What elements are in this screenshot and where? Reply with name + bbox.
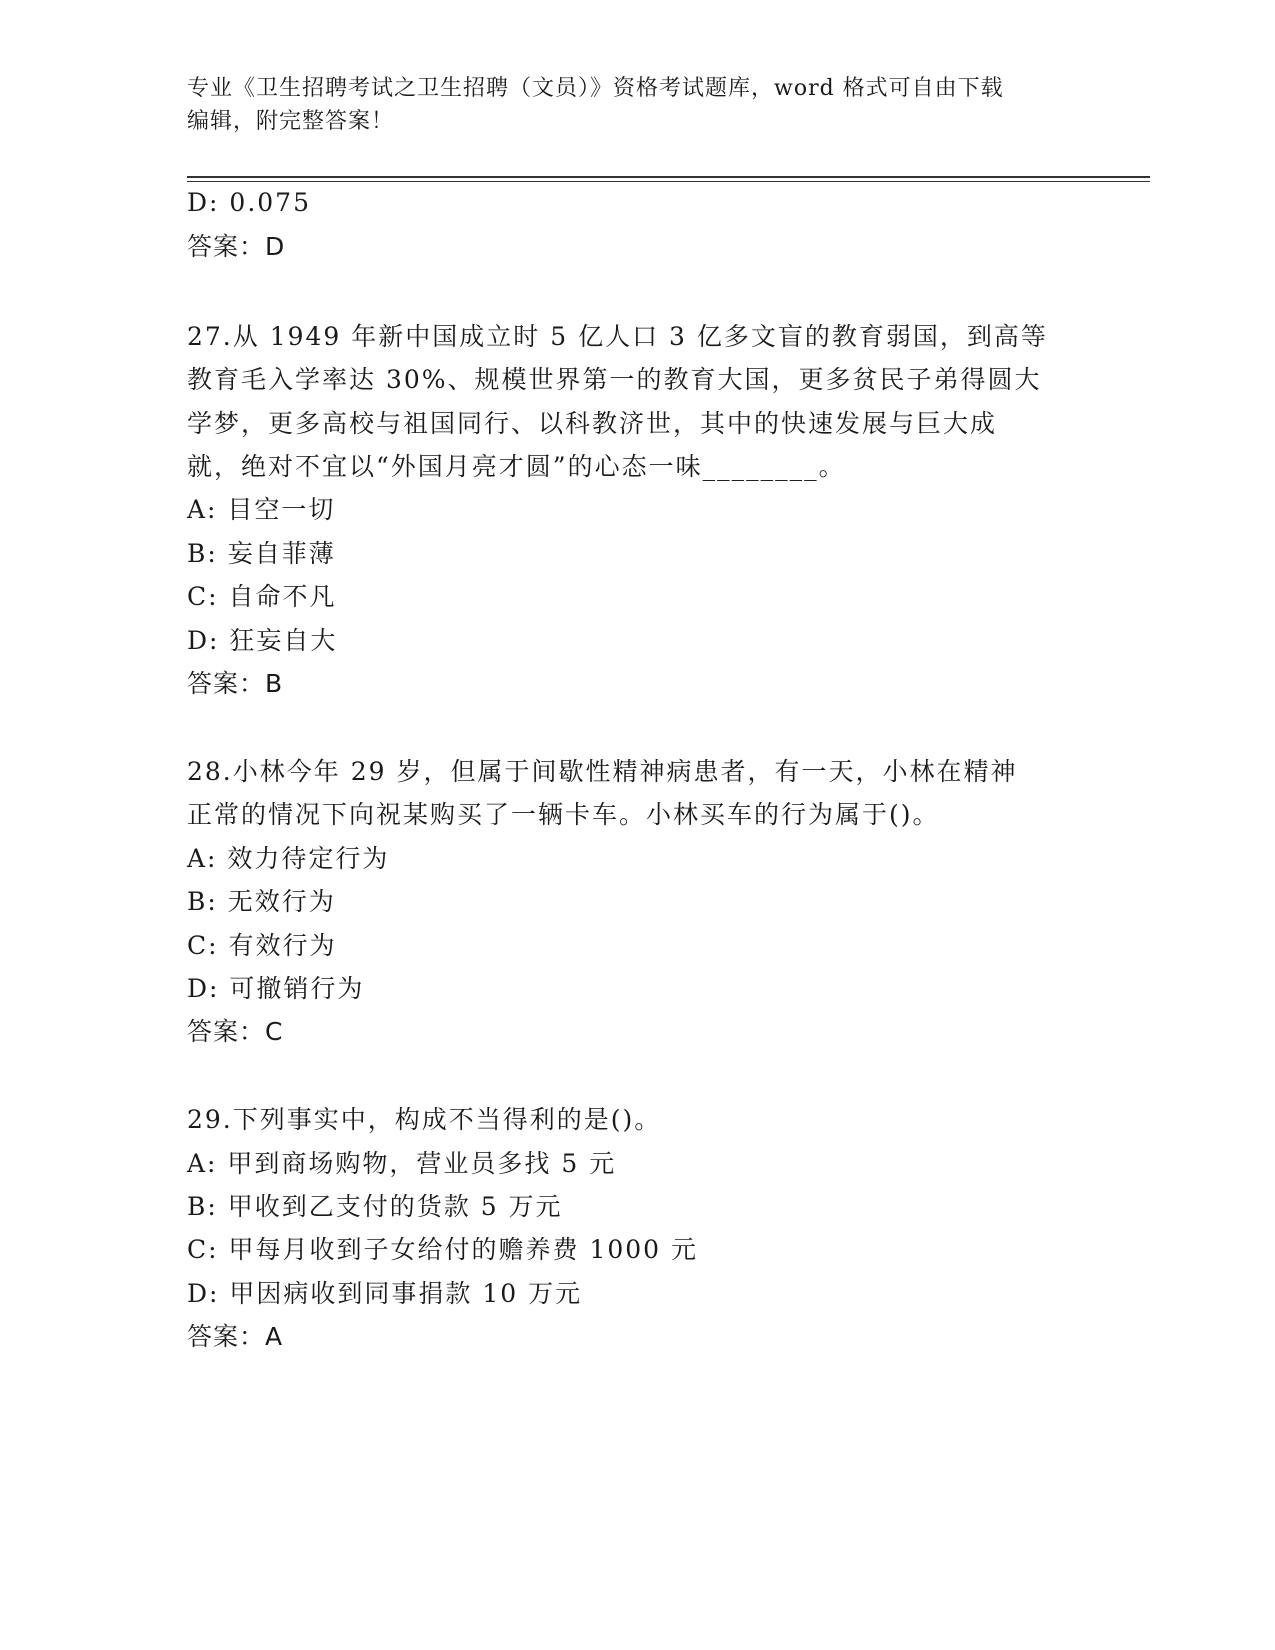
q26-answer: 答案：D <box>187 232 286 261</box>
q27-option-c: C: 自命不凡 <box>187 582 337 611</box>
q28-stem-line-2: 正常的情况下向祝某购买了一辆卡车。小林买车的行为属于()。 <box>187 800 940 829</box>
q29-stem-line-1: 29.下列事实中，构成不当得利的是()。 <box>187 1105 662 1134</box>
q27-stem-line-2: 教育毛入学率达 30%、规模世界第一的教育大国，更多贫民子弟得圆大 <box>187 365 1042 394</box>
q29-option-c: C: 甲每月收到子女给付的赡养费 1000 元 <box>187 1235 699 1264</box>
q27-stem-line-4: 就，绝对不宜以“外国月亮才圆”的心态一味________。 <box>187 452 846 481</box>
q27-option-b: B: 妄自菲薄 <box>187 539 336 568</box>
q29-option-b: B: 甲收到乙支付的货款 5 万元 <box>187 1192 563 1221</box>
header-divider-thin <box>187 181 1150 182</box>
q27-stem-line-1: 27.从 1949 年新中国成立时 5 亿人口 3 亿多文盲的教育弱国，到高等 <box>187 322 1048 351</box>
q27-stem-line-3: 学梦，更多高校与祖国同行、以科教济世，其中的快速发展与巨大成 <box>187 409 998 438</box>
q28-stem-line-1: 28.小林今年 29 岁，但属于间歇性精神病患者，有一天，小林在精神 <box>187 757 1018 786</box>
q29-option-d: D: 甲因病收到同事捐款 10 万元 <box>187 1279 583 1308</box>
header-line-2: 编辑，附完整答案！ <box>187 109 395 134</box>
q27-option-d: D: 狂妄自大 <box>187 626 338 655</box>
document-header <box>187 72 1087 138</box>
q27-option-a: A: 目空一切 <box>187 495 336 524</box>
q28-option-c: C: 有效行为 <box>187 931 337 960</box>
q26-option-d: D: 0.075 <box>187 188 311 217</box>
q28-option-a: A: 效力待定行为 <box>187 844 390 873</box>
header-line-1: 专业《卫生招聘考试之卫生招聘（文员）》资格考试题库，word 格式可自由下载 <box>187 76 1004 101</box>
header-divider <box>187 176 1150 178</box>
q28-option-d: D: 可撤销行为 <box>187 974 365 1003</box>
q29-answer: 答案：A <box>187 1322 284 1351</box>
q28-answer: 答案：C <box>187 1017 284 1046</box>
q27-answer: 答案：B <box>187 669 284 698</box>
q28-option-b: B: 无效行为 <box>187 887 336 916</box>
q29-option-a: A: 甲到商场购物，营业员多找 5 元 <box>187 1149 617 1178</box>
